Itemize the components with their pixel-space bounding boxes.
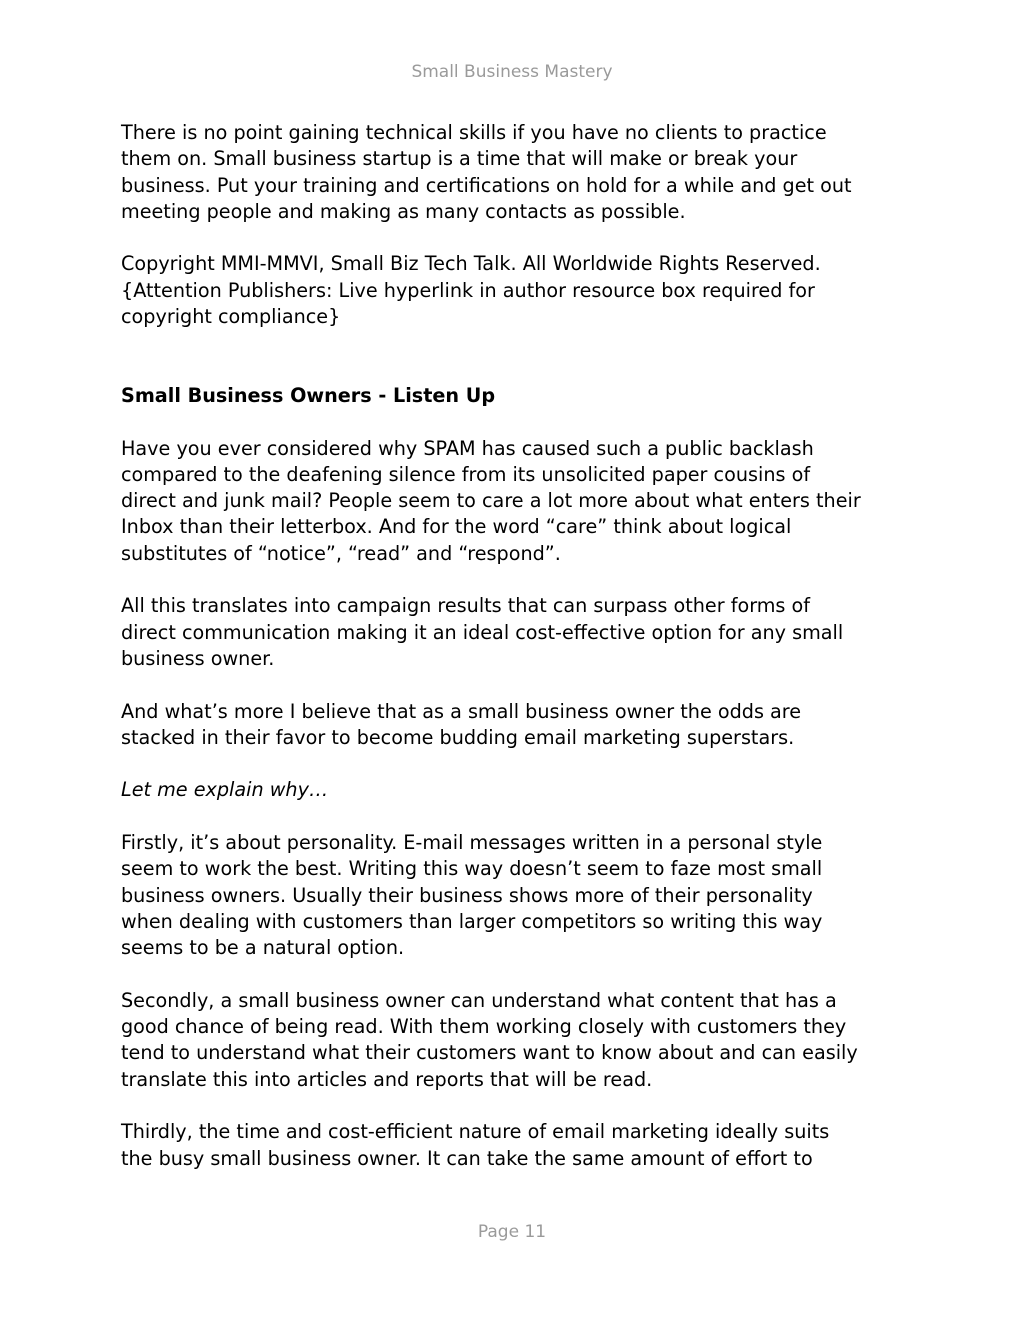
section-heading: Small Business Owners - Listen Up [121, 383, 496, 407]
paragraph-line: And what’s more I believe that as a small business owner the odds are [121, 699, 802, 723]
paragraph-line: Thirdly, the time and cost-efficient nature of email marketing ideally suits [121, 1120, 830, 1144]
paragraph-line: All this translates into campaign results that can surpass other forms of [121, 594, 811, 618]
paragraph-line: Firstly, it’s about personality. E-mail messages written in a personal style [121, 831, 823, 855]
paragraph-line: Have you ever considered why SPAM has caused such a public backlash [121, 436, 814, 460]
paragraph-line: the busy small business owner. It can take the same amount of effort to [121, 1146, 813, 1170]
paragraph-line: good chance of being read. With them working closely with customers they [121, 1015, 847, 1039]
copyright-line: Copyright MMI-MMVI, Small Biz Tech Talk. All Worldwide Rights Reserved. [121, 252, 821, 276]
paragraph-line: business owner. [121, 646, 275, 670]
paragraph-line: tend to understand what their customers want to know about and can easily [121, 1041, 858, 1065]
paragraph-line: Secondly, a small business owner can understand what content that has a [121, 988, 837, 1012]
paragraph-line: substitutes of “notice”, “read” and “respond”. [121, 541, 561, 565]
paragraph-line: compared to the deafening silence from its unsolicited paper cousins of [121, 462, 811, 486]
paragraph-line: business. Put your training and certifications on hold for a while and get out [121, 173, 852, 197]
italic-line: Let me explain why… [121, 778, 329, 802]
running-header: Small Business Mastery [411, 62, 613, 82]
paragraph-line: direct communication making it an ideal cost-effective option for any small [121, 620, 844, 644]
paragraph-line: seems to be a natural option. [121, 936, 405, 960]
paragraph-line: meeting people and making as many contacts as possible. [121, 199, 686, 223]
paragraph-line: seem to work the best. Writing this way doesn’t seem to faze most small [121, 857, 823, 881]
page-number: Page 11 [477, 1222, 547, 1242]
page-body [121, 120, 911, 1172]
paragraph-line: them on. Small business startup is a time that will make or break your [121, 147, 798, 171]
paragraph-line: Inbox than their letterbox. And for the word “care” think about logical [121, 515, 792, 539]
copyright-line: {Attention Publishers: Live hyperlink in author resource box required for [121, 278, 815, 302]
paragraph-line: translate this into articles and reports that will be read. [121, 1067, 653, 1091]
copyright-line: copyright compliance} [121, 305, 341, 329]
paragraph-line: business owners. Usually their business shows more of their personality [121, 883, 813, 907]
paragraph-line: There is no point gaining technical skills if you have no clients to practice [121, 121, 827, 144]
paragraph-line: stacked in their favor to become budding email marketing superstars. [121, 725, 795, 749]
paragraph-line: when dealing with customers than larger competitors so writing this way [121, 909, 823, 933]
paragraph-line: direct and junk mail? People seem to care a lot more about what enters their [121, 489, 861, 513]
